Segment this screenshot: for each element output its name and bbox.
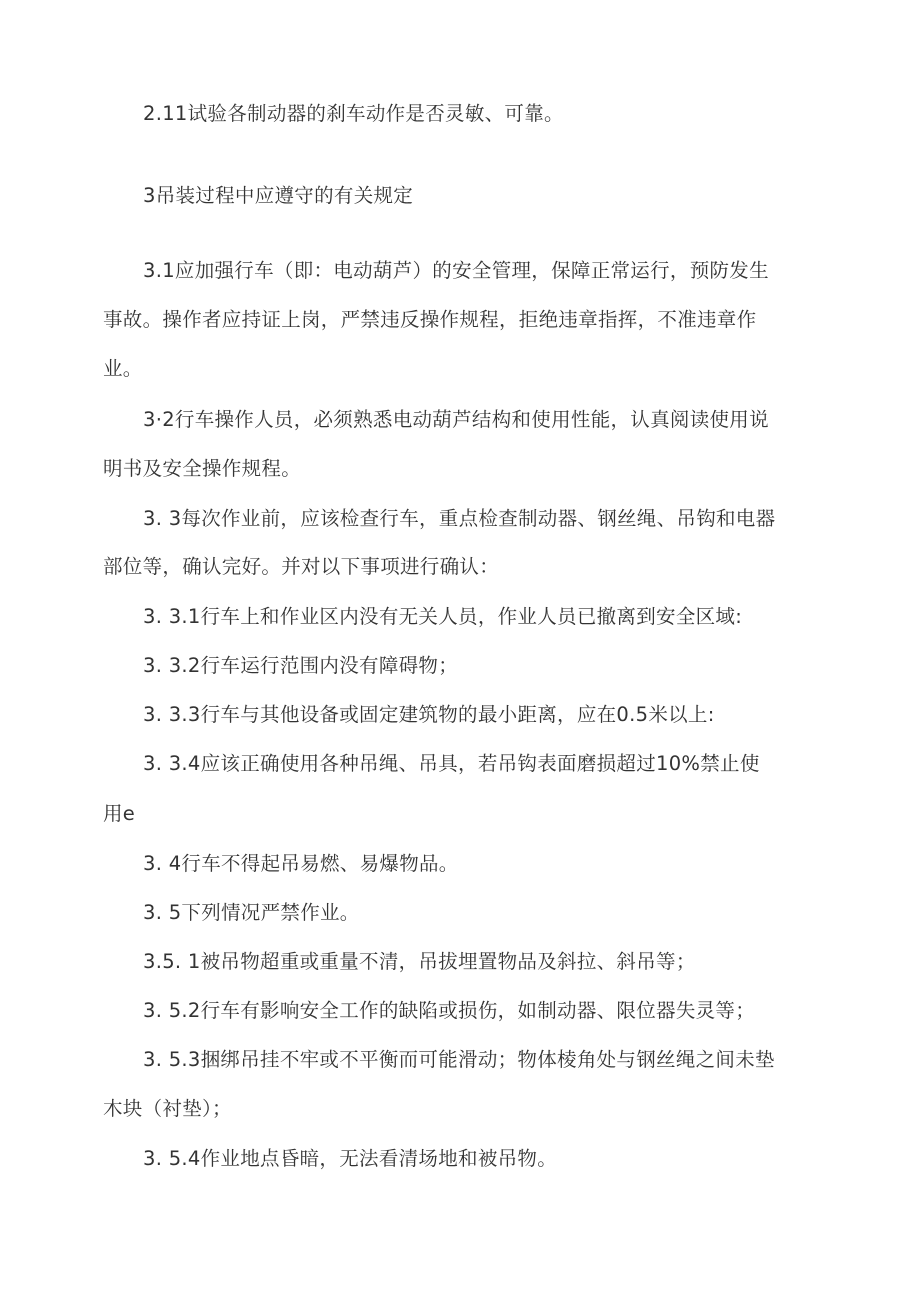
clause-3-5-4: 3. 5.4作业地点昏暗，无法看清场地和被吊物。 (143, 1147, 558, 1170)
clause-3-3-line-1: 3. 3每次作业前，应该检查行车，重点检查制动器、钢丝绳、吊钩和电器 (143, 507, 776, 530)
clause-3-5-3-line-1: 3. 5.3捆绑吊挂不牢或不平衡而可能滑动；物体棱角处与钢丝绳之间未垫 (143, 1048, 775, 1071)
clause-3-3-3: 3. 3.3行车与其他设备或固定建筑物的最小距离，应在0.5米以上: (143, 703, 715, 726)
clause-3-3-line-2: 部位等，确认完好。并对以下事项进行确认： (103, 555, 500, 578)
clause-3-1-line-1: 3.1应加强行车（即：电动葫芦）的安全管理，保障正常运行，预防发生 (143, 259, 769, 282)
clause-3-4: 3. 4行车不得起吊易燃、易爆物品。 (143, 852, 459, 875)
section-3-heading: 3吊装过程中应遵守的有关规定 (143, 184, 414, 207)
clause-3-3-2: 3. 3.2行车运行范围内没有障碍物； (143, 654, 459, 677)
clause-3-1-line-3: 业。 (103, 357, 143, 380)
clause-3-5-1: 3.5. 1被吊物超重或重量不清，吊拔埋置物品及斜拉、斜吊等； (143, 950, 696, 973)
clause-3-3-4-line-2: 用e (103, 802, 136, 825)
clause-3-3-1: 3. 3.1行车上和作业区内没有无关人员，作业人员已撤离到安全区域: (143, 605, 743, 628)
clause-3-5-2: 3. 5.2行车有影响安全工作的缺陷或损伤，如制动器、限位器失灵等； (143, 999, 756, 1022)
clause-2-11: 2.11试验各制动器的刹车动作是否灵敏、可靠。 (143, 102, 564, 125)
clause-3-1-line-2: 事故。操作者应持证上岗，严禁违反操作规程，拒绝违章指挥，不准违章作 (103, 308, 757, 331)
clause-3-5: 3. 5下列情况严禁作业。 (143, 901, 360, 924)
clause-3-5-3-line-2: 木块（衬垫）； (103, 1097, 232, 1120)
clause-3-2-line-2: 明书及安全操作规程。 (103, 457, 302, 480)
clause-3-3-4-line-1: 3. 3.4应该正确使用各种吊绳、吊具，若吊钩表面磨损超过10%禁止使 (143, 752, 760, 775)
clause-3-2-line-1: 3·2行车操作人员，必须熟悉电动葫芦结构和使用性能，认真阅读使用说 (143, 408, 769, 431)
